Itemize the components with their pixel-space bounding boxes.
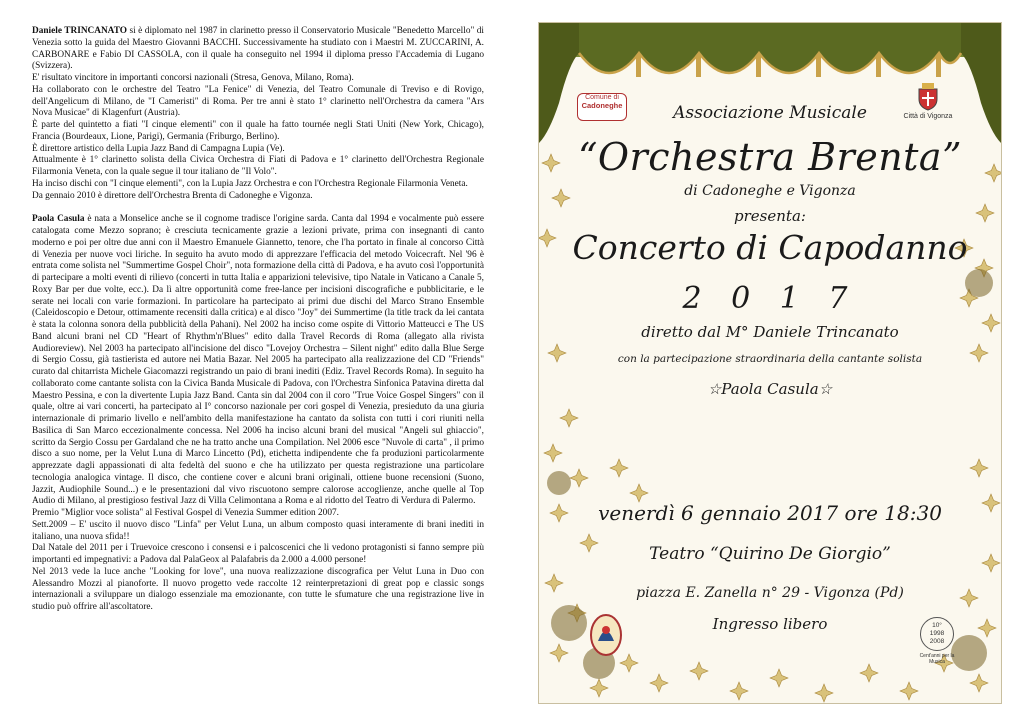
concert-year: 2 0 1 7 [682,281,858,316]
casula-paragraph-3: Sett.2009 – E' uscito il nuovo disco "Linfa" per Velut Luna, un album composto quasi interamente di brani inediti in italiano, una nuova sfida!! [32,519,484,542]
paragraph-gap [32,202,484,214]
conductor-line: diretto dal M° Daniele Trincanato [641,323,899,341]
trincanato-paragraph-5: È direttore artistico della Lupia Jazz Band di Campagna Lupia (Ve). [32,143,285,154]
trincanato-paragraph-3: Ha collaborato con le orchestre del Teatro "La Fenice" di Venezia, del Teatro Comunale di Treviso e di Rovigo, dell'Angelicum di Milano, de "I Cameristi" di Roma. Per tre anni è stato 1° clarinetto nell'Orchestra da camera "Ars Nova Musicae" di Klagenfurt (Austria). [32,84,484,119]
vigonza-logo: Città di Vigonza [903,83,953,120]
anniversary-badge: 10° 1998 2008 Cent'anni per la Musica [913,617,961,665]
soloist-name: ☆Paola Casula☆ [707,380,833,398]
trincanato-paragraph-1: Daniele TRINCANATO si è diplomato nel 1987 in clarinetto presso il Conservatorio Musicale "Benedetto Marcello" di Venezia sotto la guida del Maestro Giovanni BACCHI. Successivamente ha studiato con i Maestri M. ZUCCARINI, A. CARBONARE e Fabio DI CASSOLA, con il quale ha conseguito nel 1994 il diploma presso l'Accademia di Lugano (Svizzera). [32,26,484,72]
casula-paragraph-4: Dal Natale del 2011 per i Truevoice crescono i consensi e i palcoscenici che li vedono protagonisti si fanno sempre più importanti ed impegnativi: a Padova dal PalaGeox al Palafabris da 2.000 a 4.000 persone! [32,543,484,565]
orchestra-name: “Orchestra Brenta” [577,135,963,179]
association-emblem-icon [589,613,623,657]
trincanato-name: Daniele TRINCANATO [32,26,127,36]
entry-free: Ingresso libero [712,615,828,633]
presents-label: presenta: [734,207,806,225]
association-title: Associazione Musicale [673,103,867,123]
trincanato-paragraph-2: E' risultato vincitore in importanti concorsi nazionali (Stresa, Genova, Milano, Roma). [32,73,354,83]
trincanato-paragraph-6: Attualmente è 1° clarinetto solista della Civica Orchestra di Fiati di Padova e 1° clarinetto dell'Orchestra Regionale Filarmonia Veneta, con la quale segue il tour italiano de "Il Volo". [32,155,484,177]
theatre-address: piazza E. Zanella n° 29 - Vigonza (Pd) [636,585,904,601]
concert-poster [538,22,1002,704]
trincanato-paragraph-7: Ha inciso dischi con "I cinque elementi", con la Lupia Jazz Orchestra e con l'Orchestra Regionale Filarmonia Veneta. [32,178,468,189]
theatre-name: Teatro “Quirino De Giorgio” [649,544,891,564]
biography-column [32,26,484,614]
cadoneghe-logo: Comune di Cadoneghe [577,93,627,121]
anniversary-seal-icon: 10° 1998 2008 [920,617,954,651]
concert-title: Concerto di Capodanno [572,228,968,267]
concert-datetime: venerdì 6 gennaio 2017 ore 18:30 [598,501,942,525]
casula-paragraph-2: Premio "Miglior voce solista" al Festival Gospel di Venezia Summer edition 2007. [32,508,339,518]
casula-name: Paola Casula [32,214,85,225]
casula-paragraph-5: Nel 2013 vede la luce anche "Looking for love", una nuova realizzazione discografica per Velut Luna in Duo con Alessandro Mozzi al pianoforte. Il nuovo progetto vede raccolte 12 reinterpretazioni di great pop e classic songs internazionali a sviluppare un dialogo essenziale ma emozionante, con tutte le sfumature che una registrazione live in studio può offrire all'ascoltatore. [32,566,484,612]
trincanato-paragraph-4: È parte del quintetto a fiati "I cinque elementi" con il quale ha fatto tournée negli Stati Uniti (New York, Chicago), Francia (Bourdeaux, Lione, Parigi), Germania (Friburgo, Berlino). [32,120,484,142]
special-guest-line: con la partecipazione straordinaria della cantante solista [617,353,923,365]
casula-paragraph-1: Paola Casula è nata a Monselice anche se il cognome tradisce l'origine sarda. Canta dal 1994 e vocalmente può essere catalogata come Mezzo soprano; è cresciuta tecnicamente grazie a lezioni private, prima con insegnanti di canto moderno e poi per oltre due anni con il Maestro Emanuele Giannetto, tenore, che l'ha portato in finale al concorso Città di Venezia per nuove voci liriche. In seguito ha avuto modo di apprezzare l'efficacia del metodo Voicecraft. Nel '96 è entrata come solista nel "Summertime Gospel Choir", nota formazione della città di Padova, e ha avuto così l'opportunità di partecipare a molti eventi di rilievo (concerti in tutta Italia e apparizioni televisive, tipo Natale in Vaticano a Canale 5, Roxy Bar per due volte, ecc.). Da lì altre opportunità come free-lance per incisioni discografiche e pubblicitarie, e le serate nei locali con varie formazioni. In particolare ha partecipato ai primi due dischi del Marco Strano Ensemble (Caleidoscopio e Detour, ottimamente recensiti dalla critica) e al disco "Joy" dei Summertime (la title track da lei cantata è stata la colonna sonora della pubblicità della Pahani). Nel 2002 ha inciso come ospite di Vittorio Matteucci e The US Band alcuni brani nel CD "Heart of Rhythm'n'Blues" edito dalla Travel Records di Roma (allegato alla rivista Audioreview). Nel 2003 ha partecipato all'incisione del disco "Lovejoy Orchestra – Silent night" edito dalla Blue Serge di Sergio Cossu, già tastierista ed autore nei Matia Bazar. Nel 2005 ha partecipato alla realizzazione del CD "Friends" curato dal chitarrista Michele Giacomazzi registrando un paio di brani inediti (Ediz. Travel Records Roma). In seguito ha collaborato come cantante solista con la Civica Banda Musicale di Padova, con l'Orchestra Sinfonica Patavina diretta dal Maestro Pessina, e con la divertente Lupia Jazz Band. Canta sin dal 2004 con il coro "True Voice Gospel Singers" con il quale, oltre ai vari concerti, ha partecipato al I° concorso nazionale per cori gospel di Venezia, presieduto da una giuria internazionale di primario livello e nell'ambito della manifestazione ha cantato da solista con tutti i cori riuniti nella Basilica di San Marco eccezionalmente concessa. Nel 2006 ha inciso alcuni brani del musical "Angeli sul ghiaccio", scritto da Sergio Cossu per Gardaland che ne ha tratto anche una Compilation. Nel 2006 esce "Nuvole di carta" , il primo disco a suo nome, per la Velut Luna di Marco Lincetto (Pd), etichetta indipendente che fa produzioni particolarmente apprezzate dagli appassionati di alta fedeltà del suono e che ha utilizzato per questa registrazione una particolare tecnologia analogica vintage. Il disco, che contiene cover e alcuni brani originali, ottiene buone recensioni (Suono, Jazzit, Audiophile Sound...) e le presentazioni dal vivo riscuotono sempre calorose accoglienze, anche quelle al Top Audio di Milano, al prestigioso festival Jazz di Villa Celimontana a Roma e al ridotto del Teatro di Verdura di Palermo. [32,214,484,507]
trincanato-paragraph-8: Da gennaio 2010 è direttore dell'Orchestra Brenta di Cadoneghe e Vigonza. [32,190,313,201]
orchestra-towns: di Cadoneghe e Vigonza [684,183,856,199]
